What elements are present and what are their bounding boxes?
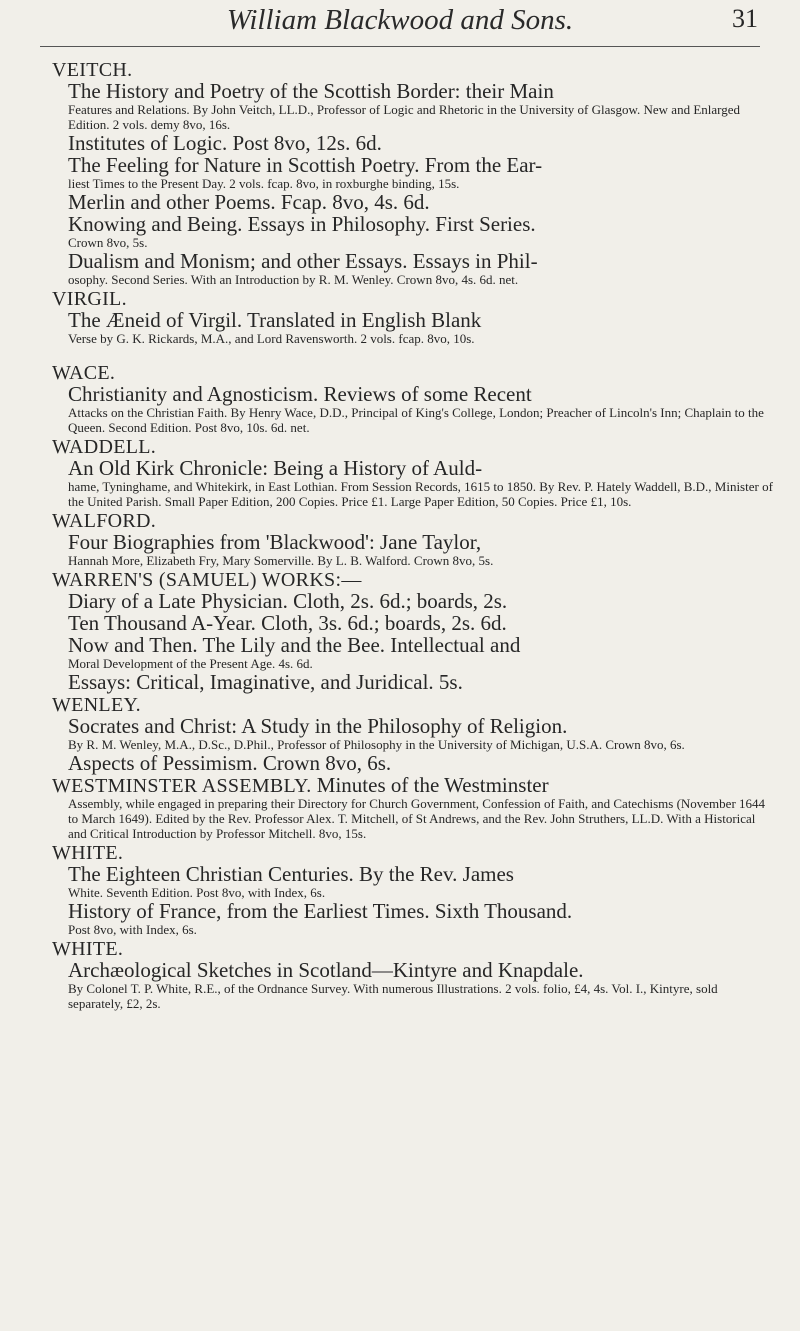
book-title-line: Ten Thousand A-Year. Cloth, 3s. 6d.; boards, 2s. 6d. [68,611,507,635]
catalogue-entry [52,841,774,937]
book-detail-line: Verse by G. K. Rickards, M.A., and Lord Ravensworth. 2 vols. fcap. 8vo, 10s. [68,331,475,346]
book-title-line: The Feeling for Nature in Scottish Poetry. From the Ear- [68,153,543,177]
catalogue-entry [52,568,774,693]
book-detail-line: By R. M. Wenley, M.A., D.Sc., D.Phil., Professor of Philosophy in the University of Michigan, U.S.A. Crown 8vo, 6s. [68,737,685,752]
author-heading: WESTMINSTER ASSEMBLY. [52,775,312,797]
entry-spacer [52,346,774,361]
book-title-line: Christianity and Agnosticism. Reviews of some Recent [68,382,532,406]
entry-heading-line [52,568,774,590]
author-heading: WARREN'S (SAMUEL) WORKS:— [52,569,362,591]
entry-heading-line [52,774,774,796]
book-detail-line: Features and Relations. By John Veitch, LL.D., Professor of Logic and Rhetoric in the University of Glasgow. New and Enlarged Edition. 2 vols. demy 8vo, 16s. [68,102,741,132]
book-detail-line: liest Times to the Present Day. 2 vols. fcap. 8vo, in roxburghe binding, 15s. [68,176,460,191]
entry-heading-line [52,58,774,80]
book-title-line: The Æneid of Virgil. Translated in English Blank [68,308,482,332]
book-title-line: Four Biographies from 'Blackwood': Jane Taylor, [68,530,482,554]
book-title-line: Dualism and Monism; and other Essays. Essays in Phil- [68,249,538,273]
book-title-line: Knowing and Being. Essays in Philosophy. First Series. [68,212,536,236]
book-title-line: Aspects of Pessimism. Crown 8vo, 6s. [68,751,392,775]
catalogue-entry [52,435,774,509]
book-title-line: Now and Then. The Lily and the Bee. Intellectual and [68,633,521,657]
catalogue-entry [52,58,774,287]
author-heading: VIRGIL. [52,288,127,310]
book-detail-line: Moral Development of the Present Age. 4s. 6d. [68,656,313,671]
catalogue-list [52,58,774,1011]
book-title-line: An Old Kirk Chronicle: Being a History of Auld- [68,456,483,480]
book-title-line: Diary of a Late Physician. Cloth, 2s. 6d.; boards, 2s. [68,589,508,613]
entry-heading-line [52,435,774,457]
catalogue-entry [52,287,774,346]
author-heading: WACE. [52,362,116,384]
book-detail-line: osophy. Second Series. With an Introduction by R. M. Wenley. Crown 8vo, 4s. 6d. net. [68,272,519,287]
author-heading: VEITCH. [52,59,133,81]
entry-heading-line [52,841,774,863]
entry-heading-line [52,937,774,959]
running-title: William Blackwood and Sons. [226,4,574,36]
entry-heading-line [52,287,774,309]
catalogue-entry [52,361,774,435]
book-title-line: Archæological Sketches in Scotland—Kintyre and Knapdale. [68,958,584,982]
book-title-line: Essays: Critical, Imaginative, and Juridical. 5s. [68,670,463,694]
author-heading: WADDELL. [52,436,157,458]
catalogue-entry [52,774,774,841]
page-header [40,2,760,47]
page-number: 31 [732,4,758,33]
book-title-line: History of France, from the Earliest Times. Sixth Thousand. [68,899,573,923]
book-title-line: Merlin and other Poems. Fcap. 8vo, 4s. 6d. [68,190,430,214]
author-heading: WHITE. [52,938,124,960]
book-detail-line: Assembly, while engaged in preparing their Directory for Church Government, Confession of Faith, and Catechisms (November 1644 to March 1649). Edited by the Rev. Professor Alex. T. Mitchell, of St Andrews, and the Rev. John Struthers, LL.D. With a Historical and Critical Introduction by Professor Mitchell. 8vo, 15s. [68,796,766,841]
entry-heading-line [52,361,774,383]
book-detail-line: By Colonel T. P. White, R.E., of the Ordnance Survey. With numerous Illustrations. 2 vols. folio, £4, 4s. Vol. I., Kintyre, sold separately, £2, 2s. [68,981,718,1011]
book-detail-line: Hannah More, Elizabeth Fry, Mary Somerville. By L. B. Walford. Crown 8vo, 5s. [68,553,494,568]
book-title-line: The Eighteen Christian Centuries. By the Rev. James [68,862,514,886]
catalogue-entry [52,937,774,1011]
book-detail-line: White. Seventh Edition. Post 8vo, with Index, 6s. [68,885,326,900]
book-title-line: Institutes of Logic. Post 8vo, 12s. 6d. [68,131,382,155]
entry-heading-line [52,693,774,715]
book-detail-line: Attacks on the Christian Faith. By Henry Wace, D.D., Principal of King's College, London; Preacher of Lincoln's Inn; Chaplain to the Queen. Second Edition. Post 8vo, 10s. 6d. net. [68,405,764,435]
book-title-line: The History and Poetry of the Scottish Border: their Main [68,79,554,103]
book-detail-line: Post 8vo, with Index, 6s. [68,922,197,937]
book-detail-line: hame, Tyninghame, and Whitekirk, in East Lothian. From Session Records, 1615 to 1850. By Rev. P. Hately Waddell, B.D., Minister of the United Parish. Small Paper Edition, 200 Copies. Price £1. Large Paper Edition, 50 Copies. Price £1, 10s. [68,479,773,509]
author-heading: WHITE. [52,842,124,864]
book-detail-line: Crown 8vo, 5s. [68,235,148,250]
author-heading: WENLEY. [52,694,141,716]
author-heading: WALFORD. [52,510,157,532]
catalogue-entry [52,693,774,774]
heading-title-text: Minutes of the Westminster [316,773,549,797]
catalogue-entry [52,509,774,568]
entry-heading-line [52,509,774,531]
book-title-line: Socrates and Christ: A Study in the Philosophy of Religion. [68,714,568,738]
